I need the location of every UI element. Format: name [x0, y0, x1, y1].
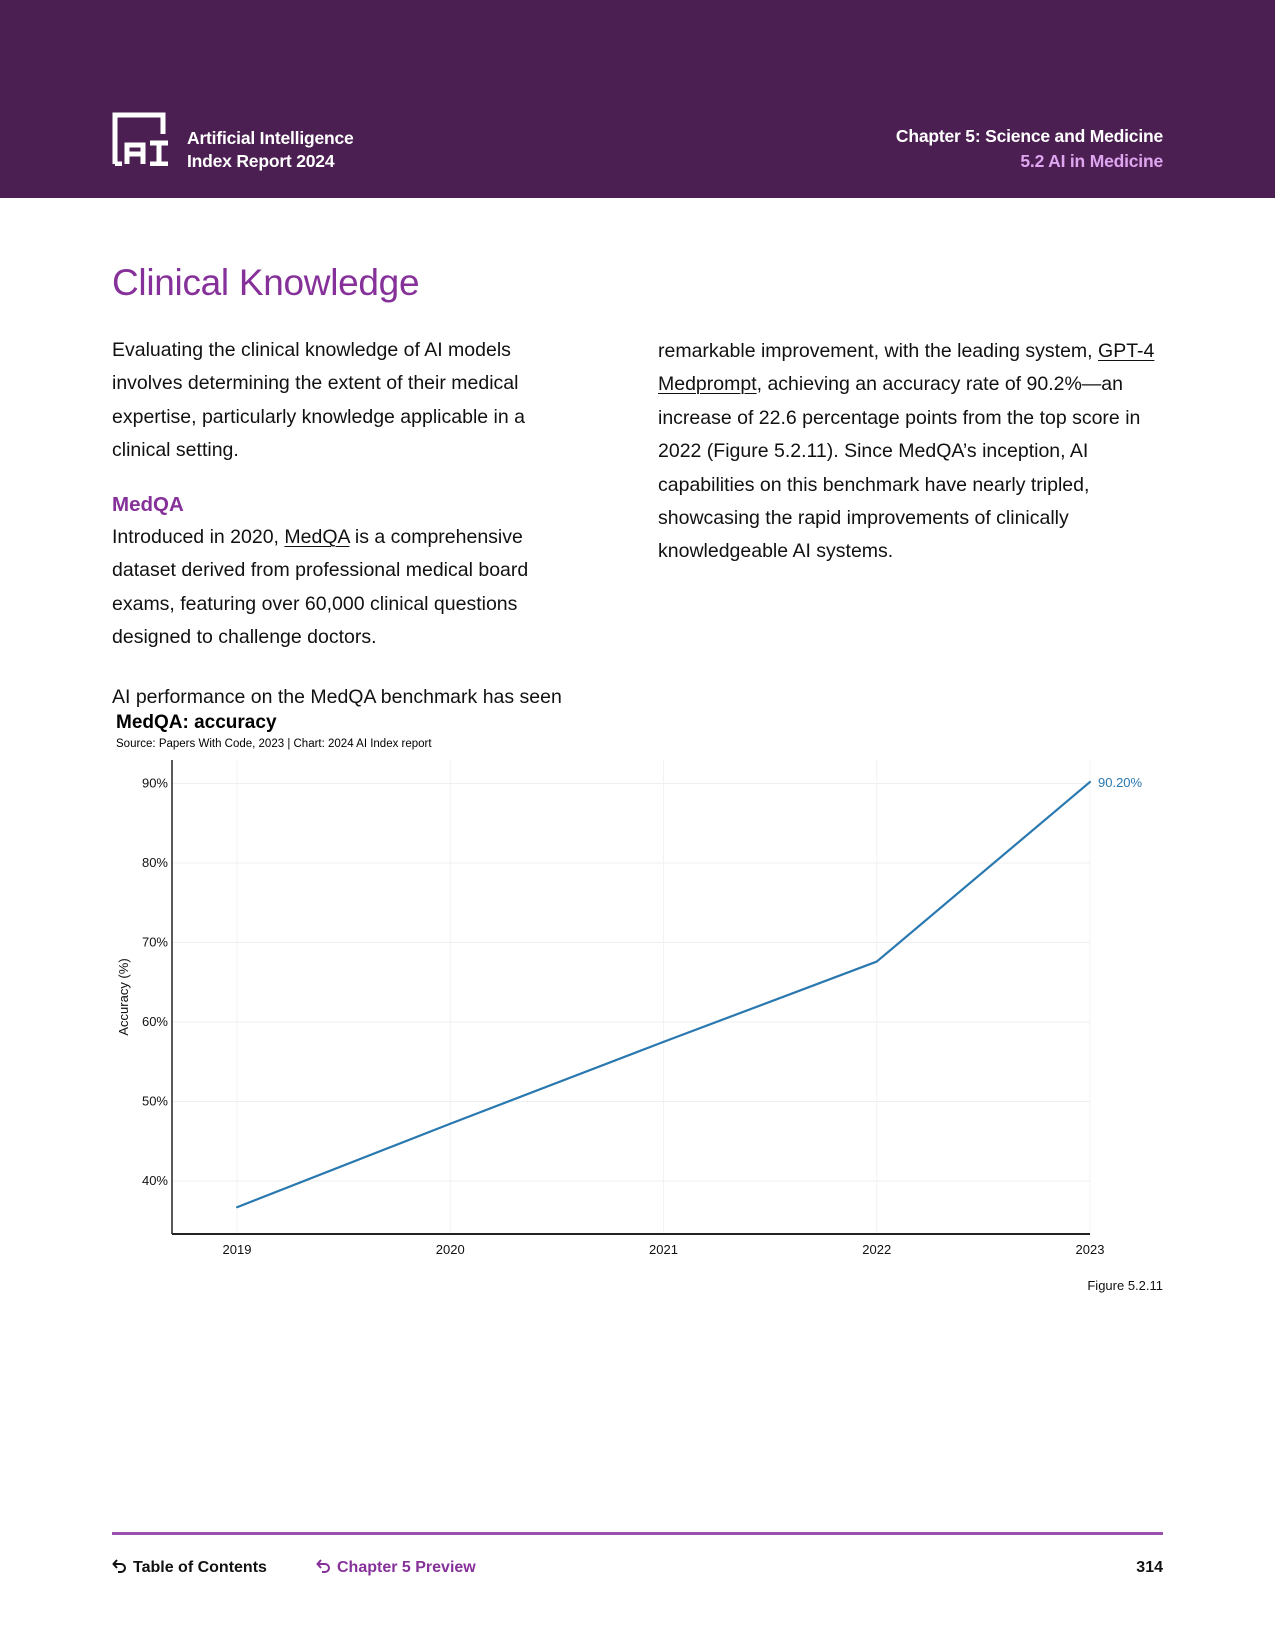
- x-tick-label: 2021: [649, 1242, 678, 1257]
- data-label: 90.20%: [1098, 774, 1143, 790]
- medqa-text-start: Introduced in 2020,: [112, 526, 285, 549]
- page-number: 314: [1136, 1559, 1163, 1576]
- chapter-title: Chapter 5: Science and Medicine: [895, 126, 1163, 146]
- table-of-contents-link[interactable]: [112, 1557, 267, 1579]
- data-point: [663, 1041, 665, 1043]
- medqa-text-end: is a comprehensive dataset derived from professional medical board exams, featuring over 60,000 clinical questions designed to challenge doctors.: [112, 526, 529, 649]
- data-point: [449, 1123, 451, 1125]
- data-point: [236, 1206, 238, 1208]
- footer-divider: [112, 1532, 1163, 1535]
- x-tick-label: 2019: [222, 1242, 252, 1257]
- medqa-subheading: MedQA: [112, 492, 184, 516]
- data-point: [1089, 781, 1091, 783]
- y-tick-label: 90%: [141, 775, 168, 791]
- brand-line-1: Artificial Intelligence: [187, 128, 354, 148]
- results-text-start: remarkable improvement, with the leading system,: [658, 340, 1099, 362]
- brand-line-2: Index Report 2024: [187, 151, 335, 171]
- x-tick-label: 2023: [1075, 1242, 1105, 1257]
- page-title: Clinical Knowledge: [112, 262, 420, 303]
- results-text-end: , achieving an accuracy rate of 90.2%—an increase of 22.6 percentage points from the top score in 2022 (Figure 5.2.11). Since MedQA’s inception, AI capabilities on this benchmark have nearly tripled, showcasing the rapid improvements of clinically knowledgeable AI systems.: [658, 373, 1141, 563]
- data-point: [876, 961, 878, 963]
- figure-label: Figure 5.2.11: [1087, 1278, 1163, 1293]
- medqa-link[interactable]: MedQA: [284, 526, 350, 549]
- x-tick-label: 2022: [862, 1242, 892, 1257]
- performance-paragraph-start: AI performance on the MedQA benchmark has seen: [112, 686, 562, 708]
- chapter-preview-label: Chapter 5 Preview: [337, 1559, 476, 1576]
- gpt4-medprompt-link[interactable]: GPT-4 Medprompt: [658, 340, 1155, 396]
- y-tick-label: 40%: [141, 1173, 168, 1188]
- y-tick-label: 70%: [141, 934, 168, 950]
- y-tick-label: 50%: [141, 1093, 168, 1109]
- toc-label: Table of Contents: [133, 1559, 267, 1576]
- section-title: 5.2 AI in Medicine: [1020, 151, 1163, 171]
- chart-title: MedQA: accuracy: [116, 712, 277, 733]
- return-arrow-icon: [316, 1559, 331, 1574]
- return-arrow-icon: [112, 1559, 127, 1574]
- intro-paragraph: Evaluating the clinical knowledge of AI models involves determining the extent of their medical expertise, particularly knowledge applicable in a clinical setting.: [112, 339, 525, 462]
- y-tick-label: 60%: [141, 1014, 168, 1029]
- x-tick-label: 2020: [435, 1242, 465, 1257]
- chart-source: Source: Papers With Code, 2023 | Chart: 2024 AI Index report: [116, 738, 432, 750]
- y-axis-label: Accuracy (%): [116, 958, 131, 1036]
- y-tick-label: 80%: [141, 855, 168, 870]
- chapter-preview-link[interactable]: [316, 1557, 476, 1579]
